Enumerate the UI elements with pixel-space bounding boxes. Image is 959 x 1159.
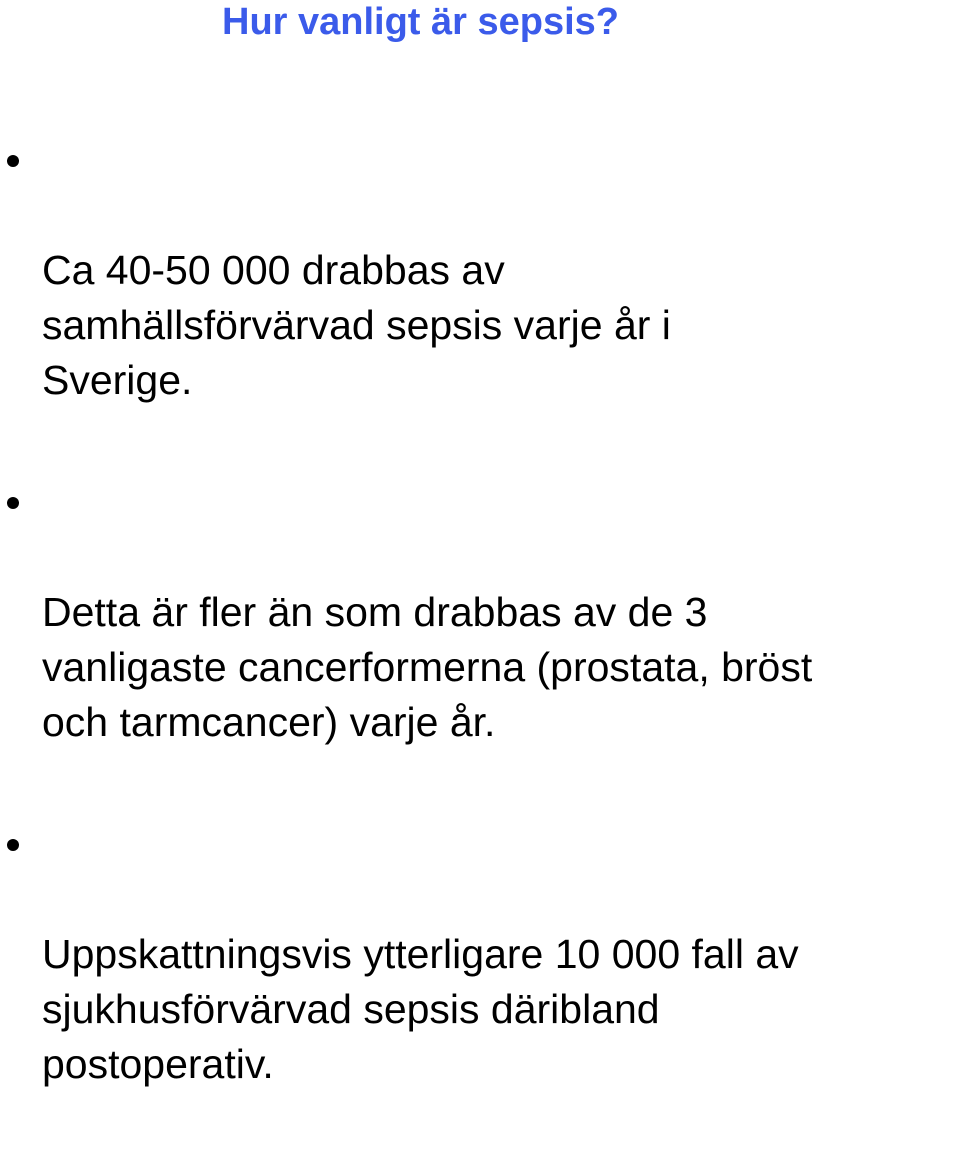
bullet-list bbox=[0, 133, 959, 1159]
bullet-item-3 bbox=[0, 817, 959, 1147]
bullet-item-1 bbox=[0, 133, 959, 463]
bullet-text: Ca 40-50 000 drabbas av samhällsförvärvad sepsis varje år i Sverige. bbox=[42, 247, 671, 403]
bullet-item-2 bbox=[0, 475, 959, 805]
bullet-dot-icon bbox=[7, 497, 19, 509]
bullet-text: Detta är fler än som drabbas av de 3 vanligaste cancerformerna (prostata, bröst och tarmcancer) varje år. bbox=[42, 589, 813, 745]
bullet-dot-icon bbox=[7, 839, 19, 851]
bullet-dot-icon bbox=[7, 155, 19, 167]
slide-title: Hur vanligt är sepsis? bbox=[222, 1, 620, 43]
bullet-text: Uppskattningsvis ytterligare 10 000 fall av sjukhusförvärvad sepsis däribland postoperativ. bbox=[42, 931, 799, 1087]
